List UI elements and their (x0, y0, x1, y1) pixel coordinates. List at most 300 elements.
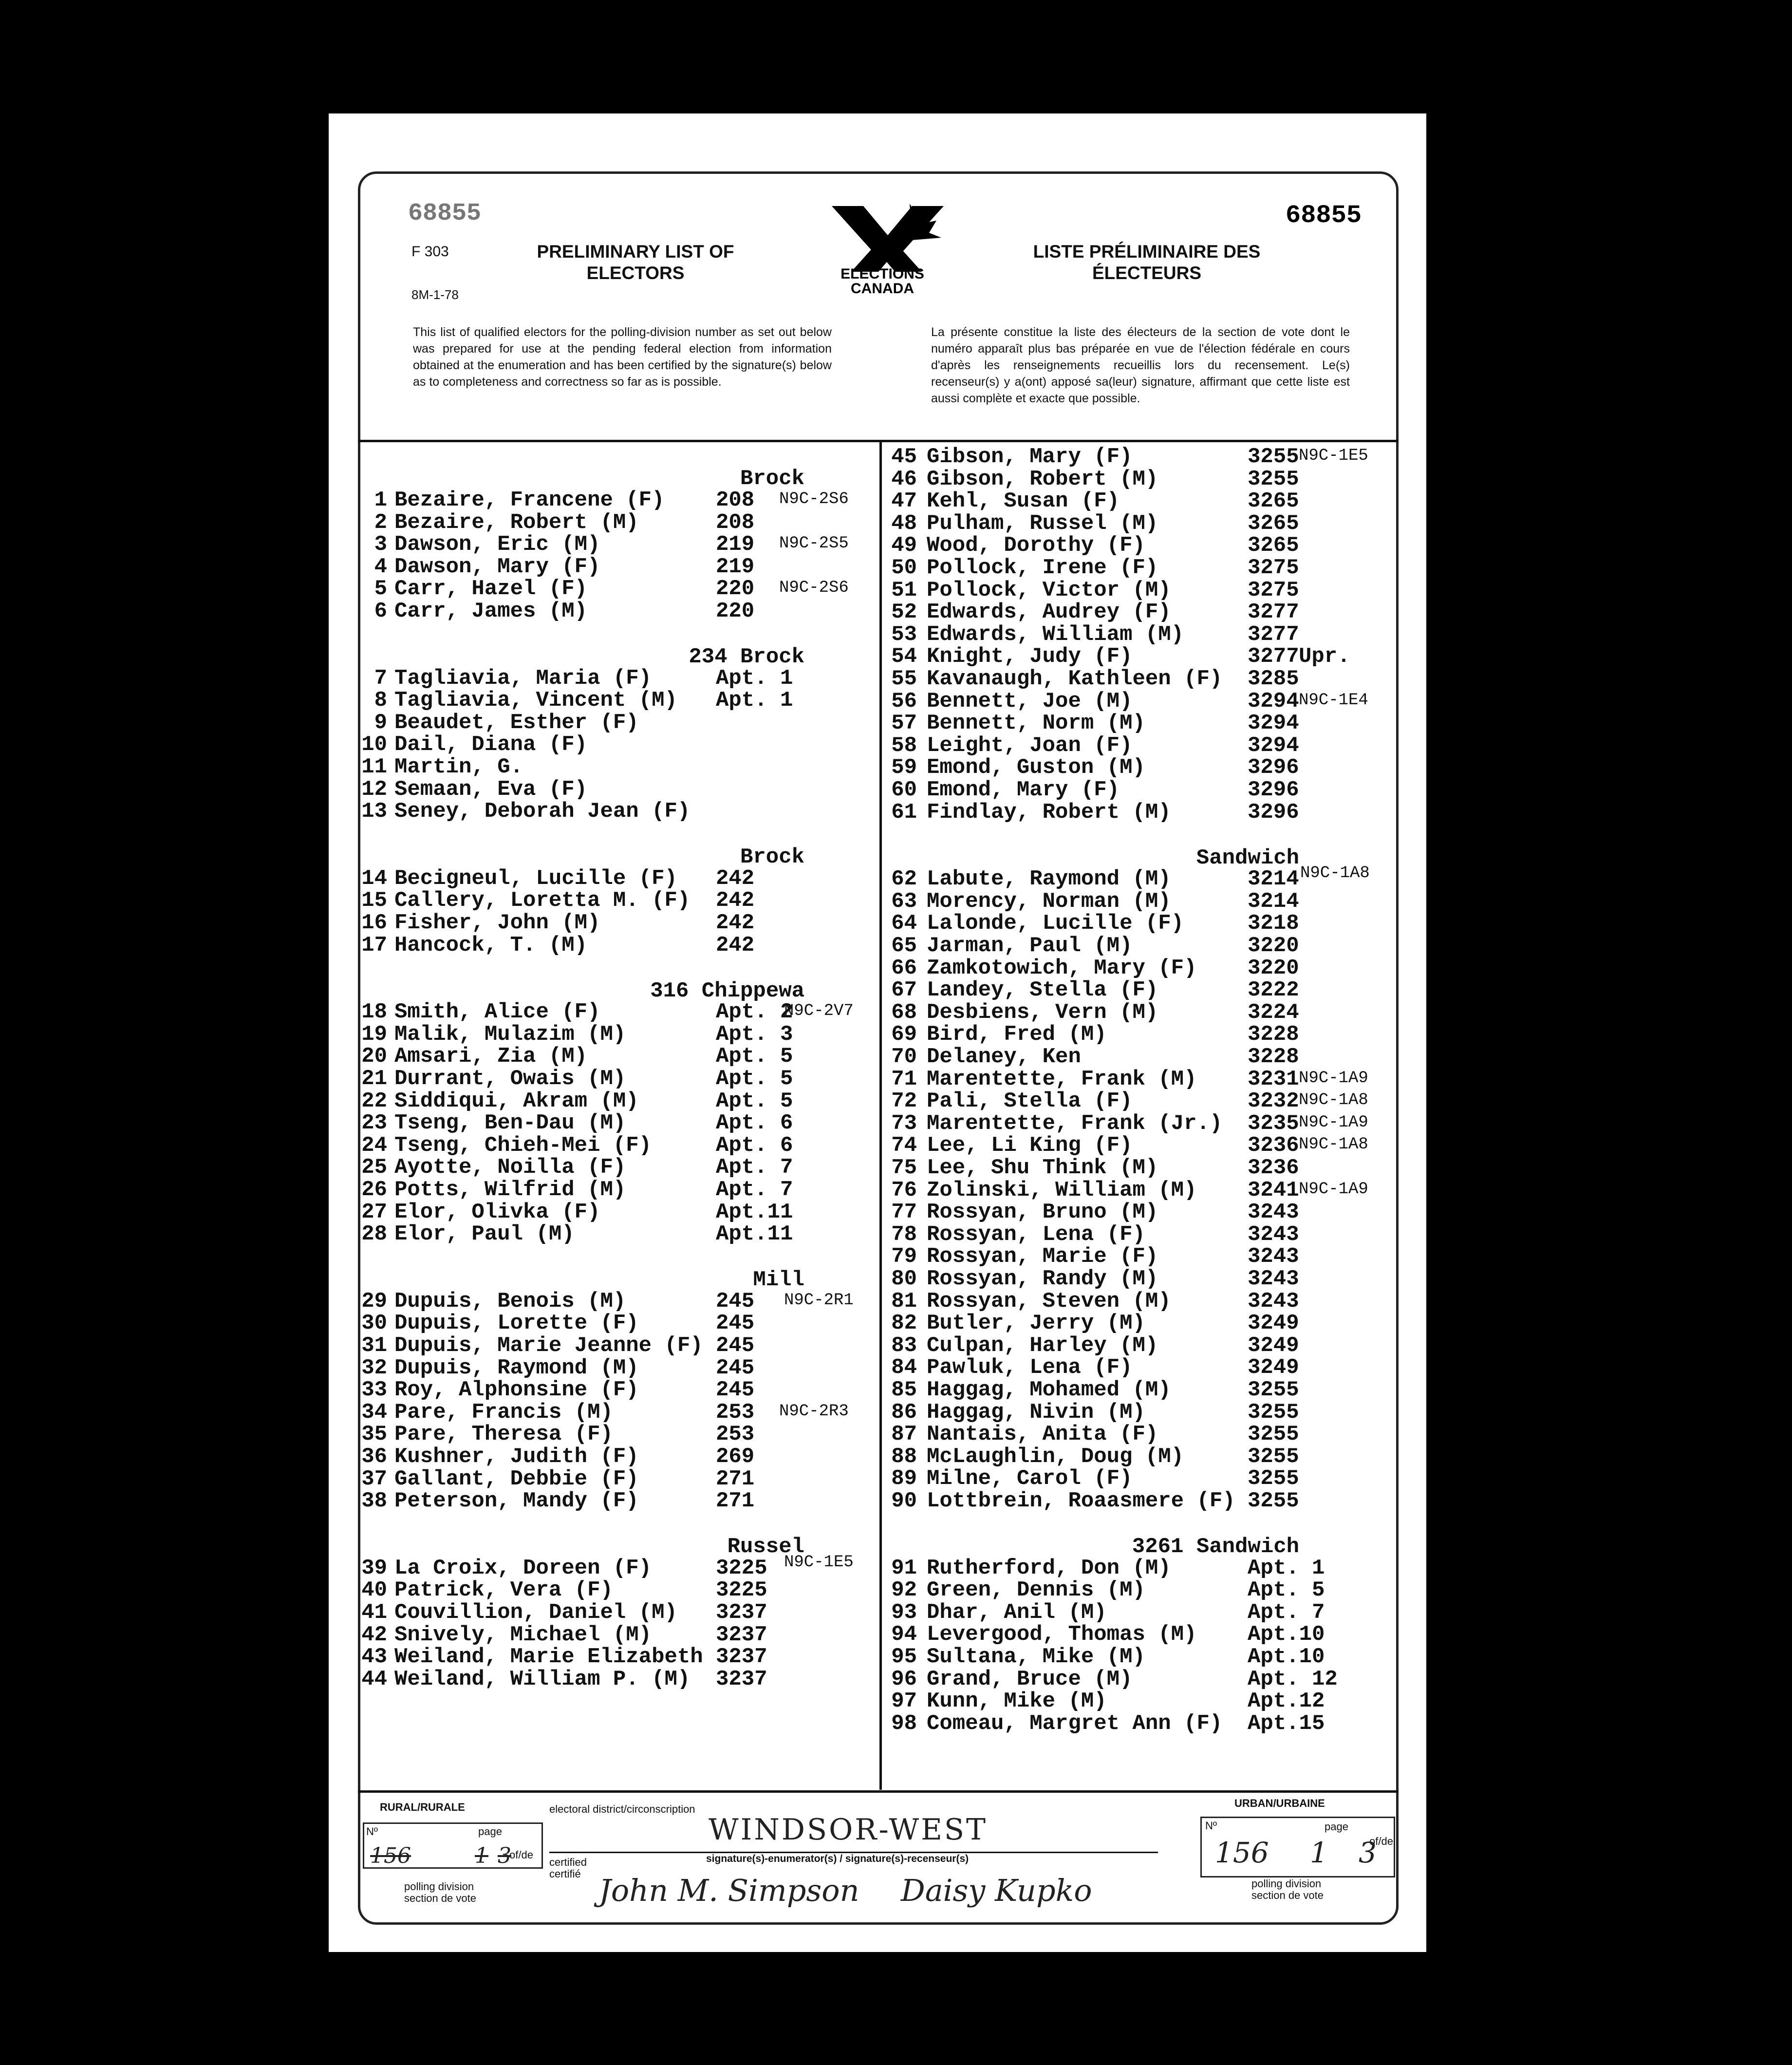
right-elector-name: Desbiens, Vern (M) (927, 1000, 1158, 1025)
left-elector-address: 3237 (716, 1667, 767, 1691)
left-elector-number: 26 (361, 1178, 387, 1202)
right-elector-number: 65 (891, 934, 917, 958)
right-elector-name: Gibson, Robert (M) (927, 467, 1158, 491)
right-elector-postal-code: N9C-1A8 (1299, 1135, 1368, 1154)
right-elector-number: 56 (891, 689, 917, 713)
left-elector-number: 6 (374, 599, 387, 623)
right-elector-number: 88 (891, 1444, 917, 1469)
right-elector-number: 84 (891, 1355, 917, 1380)
right-elector-name: Sultana, Mike (M) (927, 1645, 1145, 1669)
left-elector-number: 25 (361, 1155, 387, 1180)
left-elector-number: 28 (361, 1222, 387, 1247)
right-elector-name: Emond, Guston (M) (927, 755, 1145, 780)
left-elector-number: 27 (361, 1200, 387, 1224)
right-elector-address: 3236 (1248, 1133, 1299, 1158)
right-elector-postal-code: N9C-1A9 (1299, 1113, 1368, 1132)
left-elector-address: 245 (716, 1311, 755, 1336)
rural-page-label: page (478, 1825, 502, 1838)
left-elector-name: Couvillion, Daniel (M) (394, 1600, 677, 1625)
right-elector-number: 72 (891, 1089, 917, 1114)
left-elector-address: 245 (716, 1355, 755, 1380)
left-elector-name: Semaan, Eva (F) (394, 777, 588, 802)
left-elector-address: 242 (716, 866, 755, 891)
left-elector-address: 3225 (716, 1556, 767, 1580)
right-elector-name: Edwards, Audrey (F) (927, 600, 1171, 625)
left-elector-number: 36 (361, 1445, 387, 1469)
left-elector-name: Pare, Theresa (F) (394, 1422, 613, 1447)
left-elector-name: Gallant, Debbie (F) (394, 1466, 639, 1491)
left-elector-number: 40 (361, 1578, 387, 1603)
right-elector-name: Morency, Norman (M) (927, 889, 1171, 914)
left-elector-address: Apt. 2 (716, 1000, 793, 1025)
left-elector-address: 219 (716, 532, 755, 557)
right-elector-name: Delaney, Ken (927, 1045, 1081, 1069)
right-elector-number: 52 (891, 600, 917, 625)
right-elector-postal-code: N9C-1A9 (1299, 1069, 1368, 1088)
urban-page-number: 1 (1310, 1836, 1328, 1869)
right-elector-address: 3255 (1248, 445, 1299, 469)
left-elector-number: 16 (361, 911, 387, 935)
left-elector-address: 208 (716, 510, 755, 535)
right-elector-name: Rossyan, Lena (F) (927, 1222, 1145, 1247)
right-elector-number: 55 (891, 667, 917, 691)
left-elector-number: 4 (374, 554, 387, 579)
right-elector-number: 96 (891, 1667, 917, 1691)
right-elector-number: 69 (891, 1022, 917, 1047)
right-elector-address: 3232 (1248, 1089, 1299, 1114)
right-elector-address: 3249 (1248, 1311, 1299, 1336)
right-elector-address: 3255 (1248, 1489, 1299, 1513)
right-elector-number: 87 (891, 1422, 917, 1447)
right-elector-address: 3275 (1248, 556, 1299, 580)
left-elector-address: 253 (716, 1400, 755, 1425)
right-elector-number: 50 (891, 556, 917, 580)
left-elector-address: 242 (716, 911, 755, 935)
left-elector-address: 220 (716, 577, 755, 601)
right-elector-number: 66 (891, 956, 917, 980)
right-elector-name: Lottbrein, Roaasmere (F) (927, 1489, 1235, 1513)
left-elector-name: Dupuis, Marie Jeanne (F) (394, 1333, 703, 1358)
left-elector-address: 3237 (716, 1645, 767, 1670)
right-elector-address: 3231 (1248, 1067, 1299, 1091)
right-elector-name: Rutherford, Don (M) (927, 1556, 1171, 1580)
right-elector-postal-code: N9C-1A9 (1299, 1180, 1368, 1199)
left-elector-name: Callery, Loretta M. (F) (394, 888, 691, 913)
right-elector-name: Levergood, Thomas (M) (927, 1622, 1197, 1647)
right-elector-address: Apt. 7 (1248, 1600, 1325, 1625)
rural-label: RURAL/RURALE (380, 1801, 465, 1813)
left-elector-name: Elor, Olivka (F) (394, 1200, 600, 1224)
right-elector-number: 60 (891, 778, 917, 802)
right-elector-address: 3243 (1248, 1200, 1299, 1225)
right-elector-address: 3249 (1248, 1333, 1299, 1358)
right-elector-name: Pollock, Victor (M) (927, 578, 1171, 602)
right-elector-address: 3255 (1248, 1422, 1299, 1447)
right-elector-number: 46 (891, 467, 917, 491)
left-elector-name: Carr, Hazel (F) (394, 577, 588, 601)
right-elector-number: 70 (891, 1045, 917, 1069)
left-elector-number: 18 (361, 1000, 387, 1025)
left-elector-name: Siddiqui, Akram (M) (394, 1089, 639, 1113)
left-elector-address: 220 (716, 599, 755, 623)
left-elector-address: Apt. 5 (716, 1067, 793, 1091)
right-elector-address: 3241 (1248, 1178, 1299, 1202)
right-elector-address: 3214 (1248, 889, 1299, 914)
right-elector-address: 3255 (1248, 1378, 1299, 1402)
right-elector-address: 3255 (1248, 1466, 1299, 1491)
signature-enumerator-1: John M. Simpson (599, 1873, 859, 1908)
right-elector-name: Leight, Joan (F) (927, 733, 1133, 758)
right-elector-name: Rossyan, Steven (M) (927, 1289, 1171, 1314)
right-elector-address: 3220 (1248, 956, 1299, 980)
right-elector-address: Apt.12 (1248, 1689, 1325, 1714)
right-street-heading: 3261 Sandwich (1132, 1535, 1300, 1559)
left-elector-postal-code: N9C-2S5 (779, 534, 849, 553)
right-elector-address: 3255 (1248, 1444, 1299, 1469)
certified-label: certified certifié (549, 1856, 587, 1880)
right-elector-number: 61 (891, 800, 917, 825)
left-elector-address: Apt. 7 (716, 1155, 793, 1180)
right-elector-number: 80 (891, 1267, 917, 1291)
left-elector-address: 271 (716, 1489, 755, 1514)
right-elector-name: Kavanaugh, Kathleen (F) (927, 667, 1223, 691)
right-elector-address: 3294 (1248, 689, 1299, 713)
left-elector-name: Carr, James (M) (394, 599, 588, 623)
rural-page-number: 1 (475, 1843, 488, 1868)
right-elector-name: Lee, Shu Think (M) (927, 1156, 1158, 1180)
right-elector-address: 3243 (1248, 1267, 1299, 1291)
right-elector-name: Bennett, Norm (M) (927, 711, 1145, 736)
left-elector-name: Tagliavia, Vincent (M) (394, 688, 677, 713)
right-elector-postal-code: N9C-1E5 (1299, 447, 1368, 465)
right-elector-name: Grand, Bruce (M) (927, 1667, 1133, 1691)
left-elector-number: 23 (361, 1111, 387, 1136)
right-elector-name: Nantais, Anita (F) (927, 1422, 1158, 1447)
urban-no-label: Nº (1205, 1820, 1217, 1832)
right-elector-postal-code: N9C-1E4 (1299, 691, 1368, 710)
left-street-heading: Brock (740, 845, 805, 870)
left-elector-address: Apt. 6 (716, 1133, 793, 1158)
right-elector-name: Zamkotowich, Mary (F) (927, 956, 1197, 980)
left-elector-number: 17 (361, 933, 387, 957)
left-elector-number: 41 (361, 1600, 387, 1625)
left-elector-name: Tseng, Chieh-Mei (F) (394, 1133, 652, 1158)
right-elector-address: 3228 (1248, 1045, 1299, 1069)
right-elector-number: 74 (891, 1133, 917, 1158)
rural-of-number: 3 (498, 1843, 511, 1868)
left-elector-name: Fisher, John (M) (394, 911, 600, 935)
left-elector-number: 12 (361, 777, 387, 802)
left-elector-address: 3225 (716, 1578, 767, 1603)
left-elector-address: Apt. 5 (716, 1089, 793, 1113)
left-elector-address: Apt. 1 (716, 666, 793, 691)
left-elector-postal-code: N9C-2S6 (779, 579, 849, 598)
right-elector-address: 3243 (1248, 1289, 1299, 1314)
right-elector-name: Landey, Stella (F) (927, 978, 1158, 1003)
left-elector-name: Martin, G. (394, 755, 523, 779)
urban-of-label: of/de (1369, 1835, 1393, 1847)
left-elector-address: Apt. 3 (716, 1022, 793, 1047)
left-elector-name: Peterson, Mandy (F) (394, 1489, 639, 1514)
left-elector-number: 15 (361, 888, 387, 913)
right-elector-name: Kunn, Mike (M) (927, 1689, 1107, 1714)
right-elector-number: 45 (891, 445, 917, 469)
right-elector-number: 81 (891, 1289, 917, 1314)
left-elector-address: 208 (716, 488, 755, 512)
right-elector-number: 85 (891, 1378, 917, 1402)
right-elector-address: 3249 (1248, 1355, 1299, 1380)
right-elector-postal-code: N9C-1A8 (1299, 1091, 1368, 1110)
right-elector-number: 49 (891, 533, 917, 558)
left-elector-address: Apt. 7 (716, 1178, 793, 1202)
left-elector-name: Dupuis, Lorette (F) (394, 1311, 639, 1336)
left-elector-number: 13 (361, 799, 387, 824)
right-elector-number: 62 (891, 867, 917, 892)
left-street-postal-code: N9C-1E5 (784, 1553, 854, 1572)
left-elector-name: Ayotte, Noilla (F) (394, 1155, 626, 1180)
left-elector-name: Snively, Michael (M) (394, 1622, 652, 1647)
left-elector-number: 19 (361, 1022, 387, 1047)
right-elector-number: 76 (891, 1178, 917, 1202)
right-elector-name: Bennett, Joe (M) (927, 689, 1133, 713)
right-elector-name: Bird, Fred (M) (927, 1022, 1107, 1047)
right-elector-name: Rossyan, Randy (M) (927, 1267, 1158, 1291)
rural-polling-label: polling division section de vote (404, 1880, 476, 1904)
left-elector-address: 3237 (716, 1600, 767, 1625)
right-elector-address: Apt. 5 (1248, 1578, 1325, 1603)
left-elector-address: 242 (716, 888, 755, 913)
left-elector-number: 29 (361, 1289, 387, 1314)
urban-polling-number: 156 (1215, 1836, 1269, 1869)
right-elector-number: 90 (891, 1489, 917, 1513)
left-elector-name: Seney, Deborah Jean (F) (394, 799, 691, 824)
left-elector-name: Tseng, Ben-Dau (M) (394, 1111, 626, 1136)
right-elector-number: 89 (891, 1466, 917, 1491)
left-elector-number: 37 (361, 1466, 387, 1491)
right-elector-number: 95 (891, 1645, 917, 1669)
right-elector-name: Green, Dennis (M) (927, 1578, 1145, 1603)
right-elector-address: Apt.15 (1248, 1711, 1325, 1736)
left-elector-name: Patrick, Vera (F) (394, 1578, 613, 1603)
right-elector-address: 3236 (1248, 1156, 1299, 1180)
electoral-district: WINDSOR-WEST (709, 1813, 988, 1847)
left-elector-name: Potts, Wilfrid (M) (394, 1178, 626, 1202)
right-elector-number: 51 (891, 578, 917, 602)
left-elector-name: Kushner, Judith (F) (394, 1445, 639, 1469)
right-elector-number: 91 (891, 1556, 917, 1580)
left-elector-name: Dail, Diana (F) (394, 732, 588, 757)
right-elector-address: 3243 (1248, 1222, 1299, 1247)
left-elector-number: 39 (361, 1556, 387, 1580)
title-french: LISTE PRÉLIMINAIRE DES ÉLECTEURS (1033, 242, 1261, 283)
right-elector-address: 3255 (1248, 467, 1299, 491)
urban-of-number: 3 (1359, 1836, 1377, 1869)
right-elector-name: Dhar, Anil (M) (927, 1600, 1107, 1625)
right-elector-address: 3255 (1248, 1400, 1299, 1425)
right-elector-address: 3294 (1248, 733, 1299, 758)
right-elector-address: 3275 (1248, 578, 1299, 602)
left-elector-number: 22 (361, 1089, 387, 1113)
left-elector-address: 245 (716, 1333, 755, 1358)
right-elector-number: 48 (891, 511, 917, 536)
right-elector-number: 47 (891, 489, 917, 514)
right-elector-number: 59 (891, 755, 917, 780)
right-elector-address: Apt. 12 (1248, 1667, 1338, 1691)
right-elector-address: 3296 (1248, 800, 1299, 825)
signature-label: signature(s)-enumerator(s) / signature(s)-recenseur(s) (706, 1853, 969, 1864)
left-street-heading: Brock (740, 467, 805, 491)
right-elector-name: Rossyan, Bruno (M) (927, 1200, 1158, 1225)
right-elector-number: 79 (891, 1244, 917, 1269)
right-elector-address: 3285 (1248, 667, 1299, 691)
title-english: PRELIMINARY LIST OF ELECTORS (537, 242, 734, 283)
left-elector-number: 7 (374, 666, 387, 691)
intro-french: La présente constitue la liste des électeurs de la section de vote dont le numéro apparaît plus bas préparée en vue de l'élection fédérale en cours d'après les renseignements recueillis lors du recensement. Le(s) recenseur(s) y a(ont) apposé sa(leur) signature, affirmant que cette liste est aussi complète et exacte que possible. (931, 325, 1350, 405)
right-elector-number: 97 (891, 1689, 917, 1714)
right-elector-postal-code: Upr. (1299, 644, 1350, 669)
right-elector-number: 54 (891, 644, 917, 669)
right-elector-number: 73 (891, 1111, 917, 1136)
right-elector-address: 3265 (1248, 533, 1299, 558)
left-elector-address: 269 (716, 1445, 755, 1469)
right-elector-name: Milne, Carol (F) (927, 1466, 1133, 1491)
right-elector-address: Apt. 1 (1248, 1556, 1325, 1580)
left-elector-postal-code: N9C-2R3 (779, 1402, 849, 1421)
right-elector-number: 98 (891, 1711, 917, 1736)
urban-polling-label: polling division section de vote (1251, 1877, 1324, 1901)
right-elector-name: Zolinski, William (M) (927, 1178, 1197, 1202)
left-elector-number: 42 (361, 1622, 387, 1647)
left-street-postal-code: N9C-2R1 (784, 1291, 854, 1310)
left-elector-number: 2 (374, 510, 387, 535)
header-divider (358, 440, 1399, 442)
left-elector-address: 3237 (716, 1622, 767, 1647)
right-elector-address: 3296 (1248, 755, 1299, 780)
right-elector-name: Pollock, Irene (F) (927, 556, 1158, 580)
right-elector-number: 92 (891, 1578, 917, 1603)
left-elector-number: 14 (361, 866, 387, 891)
right-elector-name: Emond, Mary (F) (927, 778, 1120, 802)
right-elector-name: Knight, Judy (F) (927, 644, 1133, 669)
left-elector-name: Hancock, T. (M) (394, 933, 588, 957)
right-elector-name: McLaughlin, Doug (M) (927, 1444, 1184, 1469)
left-elector-name: Elor, Paul (M) (394, 1222, 575, 1247)
right-elector-number: 77 (891, 1200, 917, 1225)
left-elector-number: 3 (374, 532, 387, 557)
right-elector-address: Apt.10 (1248, 1622, 1325, 1647)
left-elector-name: Dupuis, Benois (M) (394, 1289, 626, 1314)
left-elector-address: 219 (716, 554, 755, 579)
logo-text: ELECTIONS CANADA (840, 266, 924, 297)
left-elector-name: Smith, Alice (F) (394, 1000, 600, 1025)
right-elector-name: Pali, Stella (F) (927, 1089, 1133, 1114)
left-elector-number: 21 (361, 1067, 387, 1091)
right-street-heading: Sandwich (1196, 845, 1300, 870)
right-elector-name: Gibson, Mary (F) (927, 445, 1133, 469)
right-elector-number: 82 (891, 1311, 917, 1336)
right-elector-name: Haggag, Mohamed (M) (927, 1378, 1171, 1402)
left-elector-number: 11 (361, 755, 387, 779)
right-elector-address: 3277 (1248, 600, 1299, 625)
left-elector-name: Tagliavia, Maria (F) (394, 666, 652, 691)
right-elector-address: 3220 (1248, 934, 1299, 958)
right-elector-name: Rossyan, Marie (F) (927, 1244, 1158, 1269)
urban-label: URBAN/URBAINE (1234, 1797, 1325, 1809)
right-elector-address: 3277 (1248, 622, 1299, 647)
right-elector-address: 3296 (1248, 778, 1299, 802)
right-elector-address: 3214 (1248, 867, 1299, 892)
left-elector-address: 242 (716, 933, 755, 957)
left-street-heading: Russel (727, 1535, 805, 1559)
left-elector-name: Dawson, Eric (M) (394, 532, 600, 557)
right-elector-number: 58 (891, 733, 917, 758)
right-elector-address: 3222 (1248, 978, 1299, 1003)
left-street-heading: 316 Chippewa (650, 978, 805, 1003)
left-elector-name: Malik, Mulazim (M) (394, 1022, 626, 1047)
intro-english: This list of qualified electors for the polling-division number as set out below was prepared for use at the pending federal election from information obtained at the enumeration and has been certified by the signature(s) below as to completeness and correctness so far as is possible. (413, 325, 832, 389)
right-elector-name: Kehl, Susan (F) (927, 489, 1120, 514)
left-elector-number: 10 (361, 732, 387, 757)
left-elector-postal-code: N9C-2S6 (779, 490, 849, 508)
right-street-postal-code: N9C-1A8 (1300, 864, 1370, 883)
left-elector-address: 245 (716, 1378, 755, 1403)
urban-page-label: page (1325, 1821, 1348, 1833)
right-elector-address: 3265 (1248, 511, 1299, 536)
left-elector-name: Roy, Alphonsine (F) (394, 1378, 639, 1403)
right-elector-address: 3243 (1248, 1244, 1299, 1269)
right-elector-name: Findlay, Robert (M) (927, 800, 1171, 825)
form-number: F 303 (411, 244, 449, 260)
right-elector-number: 63 (891, 889, 917, 914)
serial-number: 68855 (1286, 201, 1362, 230)
left-elector-name: Dawson, Mary (F) (394, 554, 600, 579)
right-elector-address: 3265 (1248, 489, 1299, 514)
right-elector-address: 3218 (1248, 911, 1299, 936)
right-elector-name: Pulham, Russel (M) (927, 511, 1158, 536)
footer-divider (358, 1790, 1399, 1793)
right-elector-number: 71 (891, 1067, 917, 1091)
left-elector-number: 5 (374, 577, 387, 601)
left-elector-name: Bezaire, Francene (F) (394, 488, 665, 512)
left-elector-name: Weiland, William P. (M) (394, 1667, 691, 1691)
signature-enumerator-2: Daisy Kupko (901, 1873, 1092, 1908)
right-elector-number: 78 (891, 1222, 917, 1247)
left-elector-address: Apt. 5 (716, 1044, 793, 1069)
left-elector-name: Becigneul, Lucille (F) (394, 866, 677, 891)
left-elector-address: 245 (716, 1289, 755, 1314)
left-elector-number: 38 (361, 1489, 387, 1514)
right-elector-name: Wood, Dorothy (F) (927, 533, 1145, 558)
right-elector-name: Marentette, Frank (Jr.) (927, 1111, 1223, 1136)
right-elector-address: 3277 (1248, 644, 1299, 669)
left-elector-number: 24 (361, 1133, 387, 1158)
left-street-heading: Mill (753, 1268, 805, 1293)
left-elector-address: Apt.11 (716, 1222, 793, 1247)
left-elector-address: Apt.11 (716, 1200, 793, 1224)
right-elector-number: 93 (891, 1600, 917, 1625)
right-elector-name: Culpan, Harley (M) (927, 1333, 1158, 1358)
rural-no-label: Nº (366, 1825, 378, 1838)
right-elector-name: Lee, Li King (F) (927, 1133, 1133, 1158)
left-street-heading: 234 Brock (689, 645, 805, 669)
right-elector-name: Haggag, Nivin (M) (927, 1400, 1145, 1425)
left-elector-address: Apt. 1 (716, 688, 793, 713)
right-elector-address: 3294 (1248, 711, 1299, 736)
left-elector-number: 44 (361, 1667, 387, 1691)
right-elector-address: 3224 (1248, 1000, 1299, 1025)
right-elector-name: Jarman, Paul (M) (927, 934, 1133, 958)
left-elector-address: Apt. 6 (716, 1111, 793, 1136)
